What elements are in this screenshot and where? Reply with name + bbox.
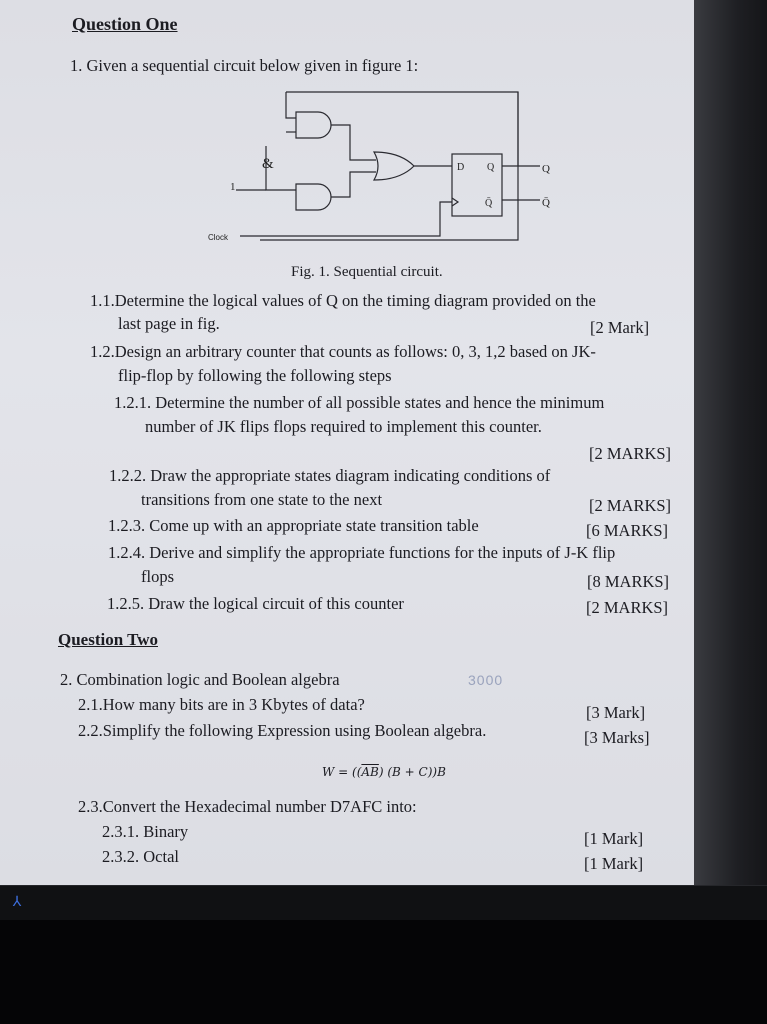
item-2-3-2-marks: [1 Mark] [584, 854, 644, 873]
item-2-2-marks: [3 Marks] [584, 728, 650, 747]
item-1-2: 1.2.Design an arbitrary counter that counts as follows: 0, 3, 1,2 based on JK- [90, 342, 596, 361]
item-1-2-1: 1.2.1. Determine the number of all possible states and hence the minimum [114, 393, 605, 412]
screen-bezel [694, 0, 767, 885]
and-gate-top [296, 112, 331, 138]
output-q-label: Q [542, 163, 550, 175]
item-1-2-4-cont: flops [141, 567, 174, 586]
formula-ab-bar: $\overline{AB}$ [361, 765, 379, 779]
item-1-2-1-marks: [2 MARKS] [589, 444, 672, 463]
item-2: 2. Combination logic and Boolean algebra [60, 670, 340, 689]
dark-area [0, 920, 767, 1024]
question-one-heading: Question One [72, 14, 178, 34]
acrobat-icon[interactable]: ⅄ [12, 894, 22, 910]
sequential-circuit-figure [200, 86, 580, 264]
item-1-2-2-marks: [2 MARKS] [589, 496, 672, 515]
item-1-2-1-cont: number of JK flips flops required to implement this counter. [145, 417, 542, 436]
item-1-2-cont: flip-flop by following the following steps [118, 366, 392, 385]
item-1-2-4: 1.2.4. Derive and simplify the appropriate functions for the inputs of J-K flip [108, 543, 616, 562]
item-2-3-1-marks: [1 Mark] [584, 829, 644, 848]
item-1-1-cont: last page in fig. [118, 314, 220, 333]
formula-rhs: ) (B + C))B [378, 765, 446, 779]
item-2-3: 2.3.Convert the Hexadecimal number D7AFC into: [78, 797, 417, 816]
boolean-expression [322, 762, 446, 782]
item-1-2-5-marks: [2 MARKS] [586, 598, 669, 617]
item-1-1: 1.1.Determine the logical values of Q on the timing diagram provided on the [90, 291, 596, 310]
ff-qbar-label: Q̄ [485, 198, 493, 209]
figure-caption: Fig. 1. Sequential circuit. [291, 264, 443, 280]
and-gate-bottom [296, 184, 331, 210]
and-symbol-label: & [262, 156, 274, 172]
item-2-2: 2.2.Simplify the following Expression using Boolean algebra. [78, 721, 487, 740]
ff-d-label: D [457, 162, 465, 173]
item-2-1: 2.1.How many bits are in 3 Kbytes of data? [78, 695, 365, 714]
item-2-1-marks: [3 Mark] [586, 703, 646, 722]
input-one-label: 1 [230, 181, 236, 193]
formula-lhs: W = (( [322, 765, 362, 779]
taskbar [0, 885, 767, 920]
item-1-2-3-marks: [6 MARKS] [586, 521, 669, 540]
item-1-2-4-marks: [8 MARKS] [587, 572, 670, 591]
ff-q-label: Q [487, 162, 495, 173]
item-2-3-1: 2.3.1. Binary [102, 822, 189, 841]
or-gate [374, 152, 414, 180]
q1-intro: 1. Given a sequential circuit below given in figure 1: [70, 56, 419, 75]
clock-label: Clock [208, 233, 229, 242]
item-2-3-2: 2.3.2. Octal [102, 847, 179, 866]
watermark-text: 3000 [468, 672, 504, 688]
item-1-2-5: 1.2.5. Draw the logical circuit of this counter [107, 594, 404, 613]
item-1-2-3: 1.2.3. Come up with an appropriate state transition table [108, 516, 479, 535]
item-1-2-2: 1.2.2. Draw the appropriate states diagram indicating conditions of [109, 466, 551, 485]
output-qbar-label: Q̄ [542, 197, 550, 209]
item-1-1-marks: [2 Mark] [590, 318, 650, 337]
question-two-heading: Question Two [58, 630, 158, 649]
item-1-2-2-cont: transitions from one state to the next [141, 490, 383, 509]
